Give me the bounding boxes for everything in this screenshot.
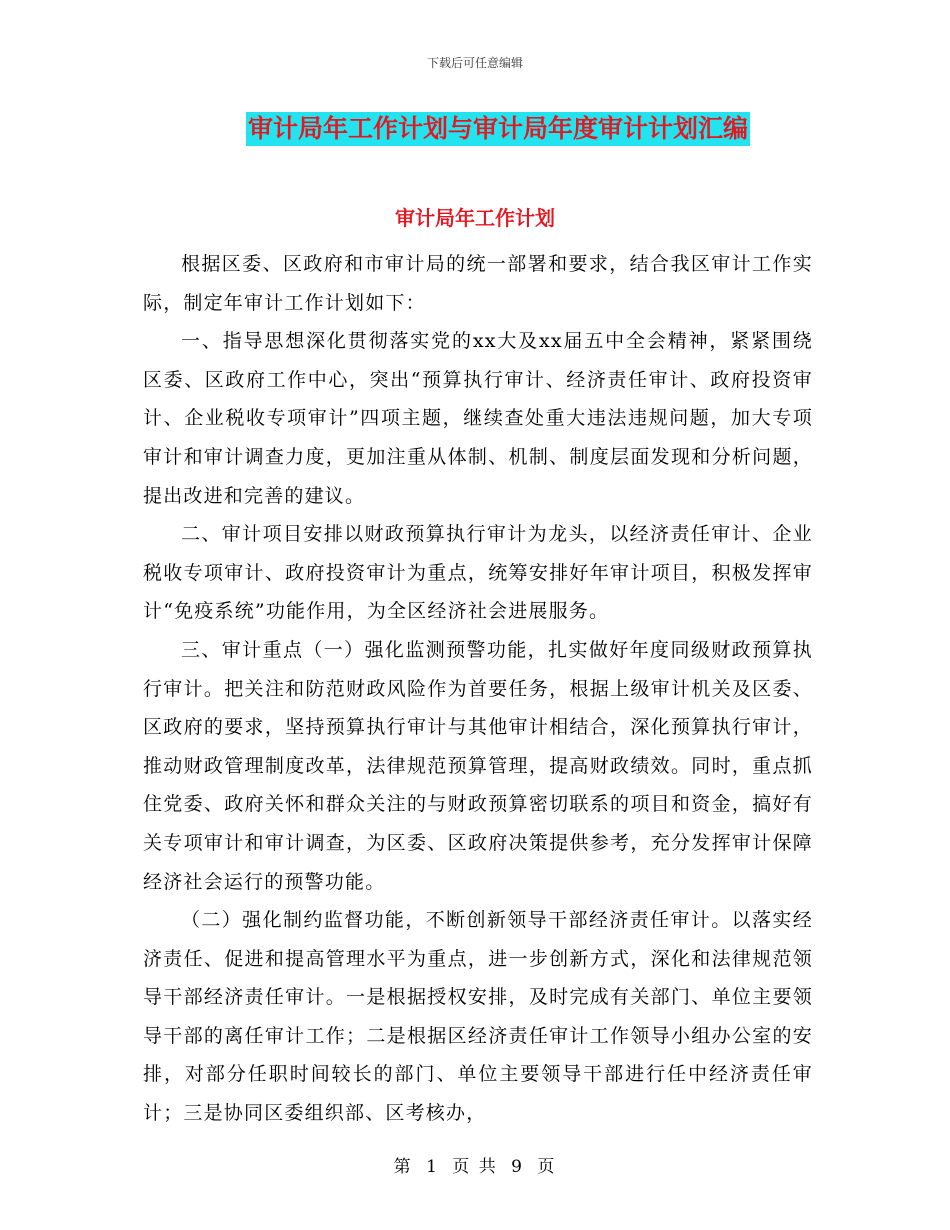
paragraph-guiding-ideology: 一、指导思想深化贯彻落实党的xx大及xx届五中全会精神，紧紧围绕区委、区政府工作中心，突出“预算执行审计、经济责任审计、政府投资审计、企业税收专项审计”四项主题，继续查处重大违法违规问题，加大专项审计和审计调查力度，更加注重从体制、机制、制度层面发现和分析问题，提出改进和完善的建议。: [143, 330, 813, 507]
footer-prefix: 第: [393, 1157, 413, 1177]
main-title-container: [0, 112, 950, 146]
paragraph-economic-responsibility: （二）强化制约监督功能，不断创新领导干部经济责任审计。以落实经济责任、促进和提高管理水平为重点，进一步创新方式，深化和法律规范领导干部经济责任审计。一是根据授权安排，及时完成有关部门、单位主要领导干部的离任审计工作；二是根据区经济责任审计工作领导小组办公室的安排，对部分任职时间较长的部门、单位主要领导干部进行任中经济责任审计；三是协同区委组织部、区考核办，: [143, 909, 813, 1125]
footer-total-pages: 9: [511, 1157, 524, 1177]
paragraph-audit-focus: 三、审计重点（一）强化监测预警功能，扎实做好年度同级财政预算执行审计。把关注和防范财政风险作为首要任务，根据上级审计机关及区委、区政府的要求，坚持预算执行审计与其他审计相结合，深化预算执行审计，推动财政管理制度改革，法律规范预算管理，提高财政绩效。同时，重点抓住党委、政府关怀和群众关注的与财政预算密切联系的项目和资金，搞好有关专项审计和审计调查，为区委、区政府决策提供参考，充分发挥审计保障经济社会运行的预警功能。: [143, 638, 813, 893]
footer-current-page: 1: [426, 1157, 439, 1177]
document-main-title: 审计局年工作计划与审计局年度审计计划汇编: [246, 112, 750, 146]
footer-middle: 页 共: [452, 1157, 498, 1177]
paragraph-intro: 根据区委、区政府和市审计局的统一部署和要求，结合我区审计工作实际，制定年审计工作计划如下：: [143, 253, 813, 314]
section-title: 审计局年工作计划: [395, 206, 555, 230]
paragraph-project-arrangement: 二、审计项目安排以财政预算执行审计为龙头，以经济责任审计、企业税收专项审计、政府投资审计为重点，统筹安排好年审计项目，积极发挥审计“免疫系统”功能作用，为全区经济社会进展服务。: [143, 523, 813, 623]
document-body: [143, 245, 813, 1133]
page-header-note: 下载后可任意编辑: [426, 56, 523, 70]
footer-suffix: 页: [537, 1157, 557, 1177]
page-footer: [0, 1152, 950, 1177]
